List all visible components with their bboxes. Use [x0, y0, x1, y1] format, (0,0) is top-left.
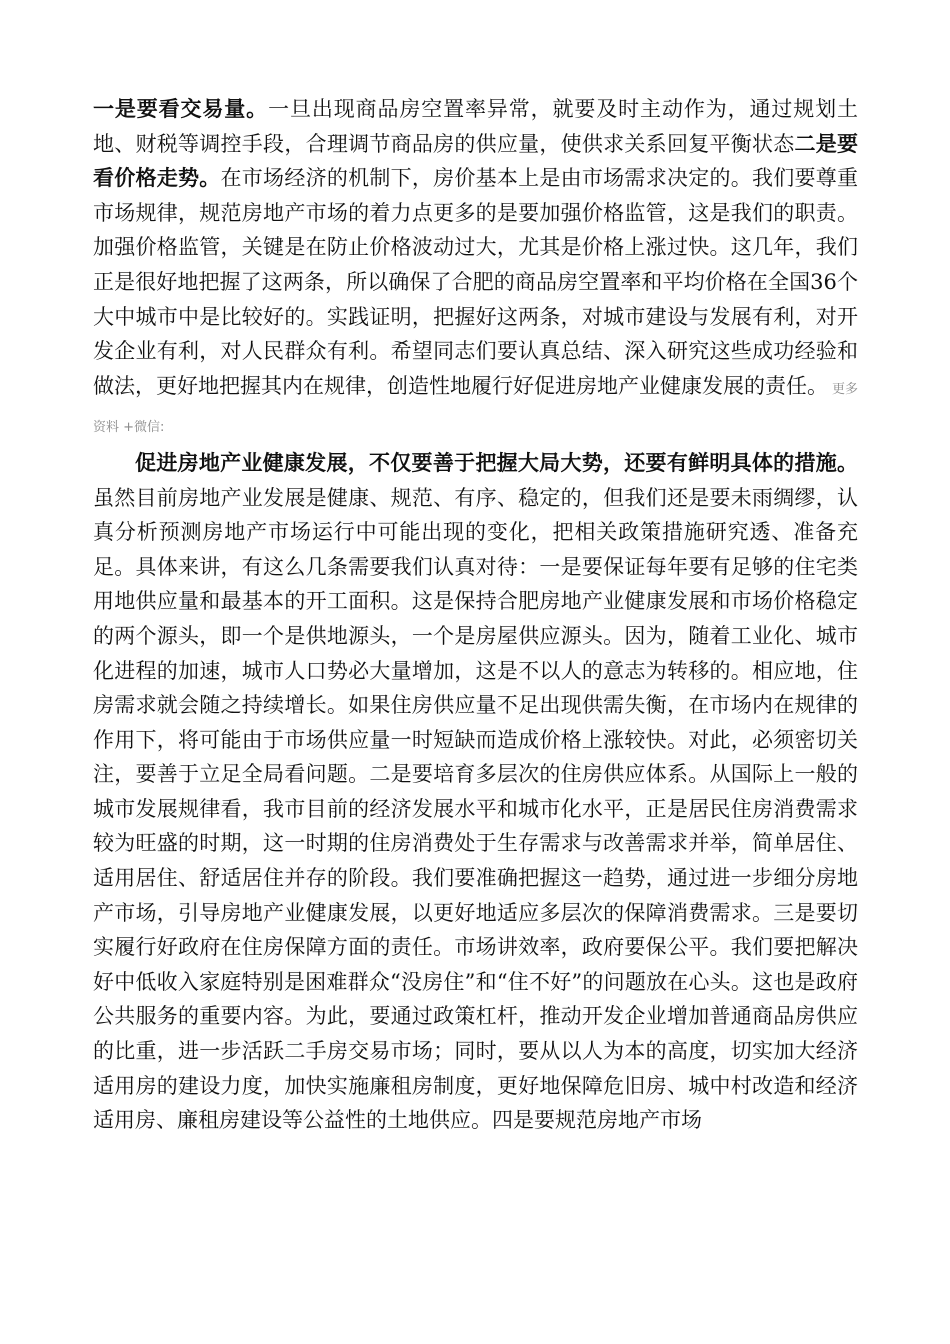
text-trading-volume: 一旦出现商品房空置率异常，就要及时主动作为，通过规划土地、财税等调控手段，合理调节商品房的供应量，使供求关系回复平衡状态 [93, 97, 859, 156]
document-page [93, 92, 858, 1138]
heading-price-trend: 二是要看价格走势。 [93, 130, 858, 191]
heading-trading-volume: 一是要看交易量。 [93, 96, 269, 121]
text-price-trend: 在市场经济的机制下，房价基本上是由市场需求决定的。我们要尊重市场规律，规范房地产市场的着力点更多的是要加强价格监管，这是我们的职责。加强价格监管，关键是在防止价格波动过大，尤其是价格上涨过快。这几年，我们正是很好地把握了这两条，所以确保了合肥的商品房空置率和平均价格在全国36个大中城市中是比较好的。实践证明，把握好这两条，对城市建设与发展有利，对开发企业有利，对人民群众有利。希望同志们要认真总结、深入研究这些成功经验和做法，更好地把握其内在规律，创造性地履行好促进房地产业健康发展的责任。 [93, 166, 859, 398]
heading-measures: 促进房地产业健康发展，不仅要善于把握大局大势，还要有鲜明具体的措施。 [135, 449, 858, 475]
paragraph-trading-volume [93, 92, 858, 446]
more-info-note: 更多资料 +微信: [93, 381, 859, 436]
paragraph-measures [93, 446, 858, 1138]
text-measures: 虽然目前房地产业发展是健康、规范、有序、稳定的，但我们还是要未雨绸缪，认真分析预测房地产市场运行中可能出现的变化，把相关政策措施研究透、准备充足。具体来讲，有这么几条需要我们认真对待：一是要保证每年要有足够的住宅类用地供应量和最基本的开工面积。这是保持合肥房地产业健康发展和市场价格稳定的两个源头，即一个是供地源头，一个是房屋供应源头。因为，随着工业化、城市化进程的加速，城市人口势必大量增加，这是不以人的意志为转移的。相应地，住房需求就会随之持续增长。如果住房供应量不足出现供需失衡，在市场内在规律的作用下，将可能由于市场供应量一时短缺而造成价格上涨较快。对此，必须密切关注，要善于立足全局看问题。二是要培育多层次的住房供应体系。从国际上一般的城市发展规律看，我市目前的经济发展水平和城市化水平，正是居民住房消费需求较为旺盛的时期，这一时期的住房消费处于生存需求与改善需求并举，简单居住、适用居住、舒适居住并存的阶段。我们要准确把握这一趋势，通过进一步细分房地产市场，引导房地产业健康发展，以更好地适应多层次的保障消费需求。三是要切实履行好政府在住房保障方面的责任。市场讲效率，政府要保公平。我们要把解决好中低收入家庭特别是困难群众“没房住”和“住不好”的问题放在心头。这也是政府公共服务的重要内容。为此，要通过政策杠杆，推动开发企业增加普通商品房供应的比重，进一步活跃二手房交易市场；同时，要从以人为本的高度，切实加大经济适用房的建设力度，加快实施廉租房制度，更好地保障危旧房、城中村改造和经济适用房、廉租房建设等公益性的土地供应。四是要规范房地产市场 [93, 485, 858, 1133]
